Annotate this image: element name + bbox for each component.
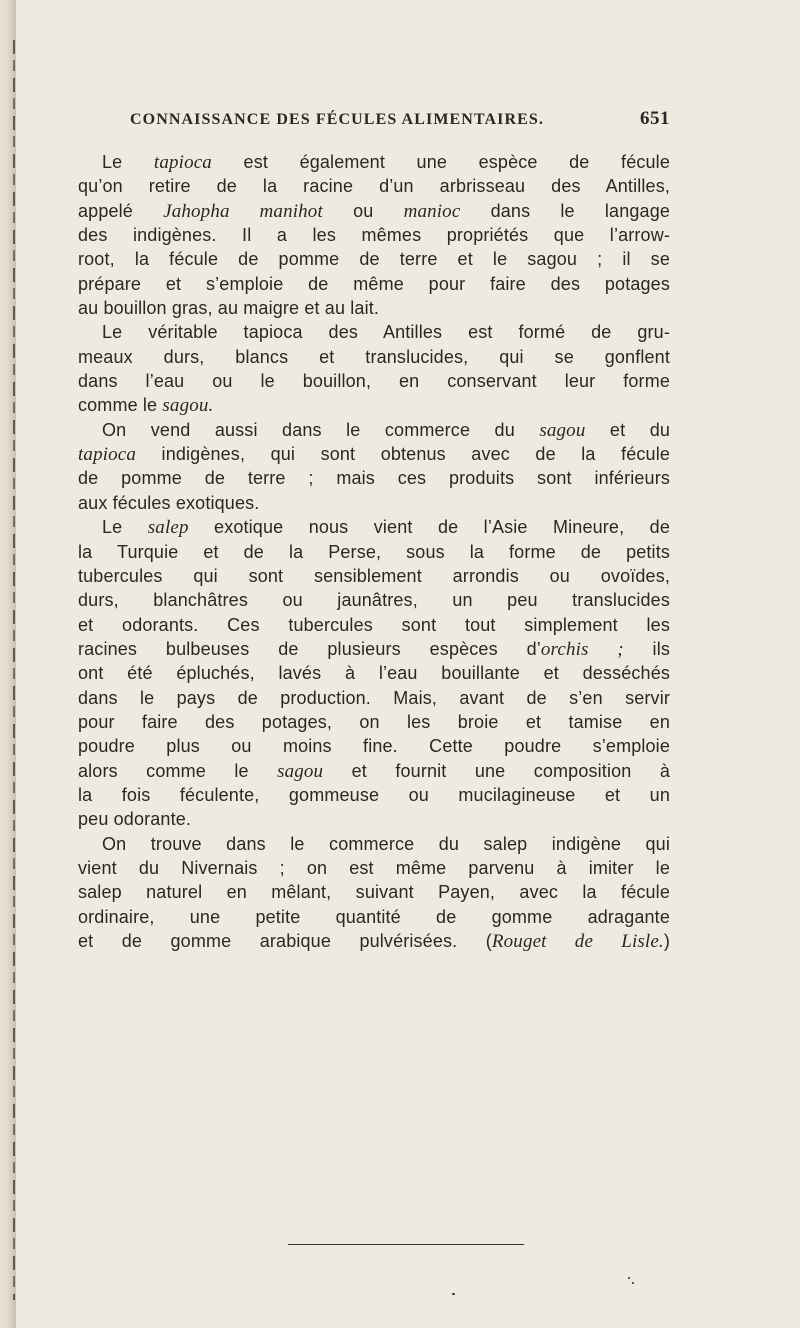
closing-rule bbox=[288, 1244, 524, 1245]
italic-term: salep bbox=[147, 517, 189, 539]
text-line bbox=[78, 783, 670, 807]
text-run: ou bbox=[322, 200, 404, 221]
text-line bbox=[78, 686, 670, 710]
text-run: vient du Nivernais ; on est même parvenu à imiter le bbox=[78, 857, 670, 878]
text-line bbox=[78, 807, 670, 831]
text-run: qu’on retire de la racine d’un arbrisseau des Antilles, bbox=[78, 176, 670, 197]
text-line bbox=[78, 564, 670, 588]
running-head bbox=[130, 108, 670, 137]
text-line bbox=[78, 466, 670, 490]
text-run: comme le bbox=[78, 395, 163, 416]
text-line bbox=[78, 734, 670, 758]
text-run: racines bulbeuses de plusieurs espèces d’ bbox=[78, 638, 541, 659]
text-run: est également une espèce de fécule bbox=[211, 152, 670, 172]
paper-speck bbox=[452, 1293, 455, 1295]
text-run: de pomme de terre ; mais ces produits sont inférieurs bbox=[78, 468, 670, 489]
text-line bbox=[78, 272, 670, 296]
text-run: durs, blanchâtres ou jaunâtres, un peu translucides bbox=[78, 590, 670, 611]
text-run: ) bbox=[663, 931, 670, 951]
text-line bbox=[78, 637, 670, 661]
text-run: dans le langage bbox=[460, 200, 671, 221]
text-run: Le bbox=[102, 517, 148, 538]
text-run: et du bbox=[585, 419, 671, 440]
text-line bbox=[78, 247, 670, 271]
body-text bbox=[78, 150, 670, 953]
page-number: 651 bbox=[640, 108, 670, 129]
italic-term: tapioca bbox=[78, 444, 137, 466]
text-line bbox=[78, 759, 670, 783]
text-line bbox=[78, 905, 670, 929]
text-run: et de gomme arabique pulvérisées. ( bbox=[78, 931, 492, 951]
text-run: pour faire des potages, on les broie et tamise en bbox=[78, 711, 670, 732]
text-run: Le bbox=[102, 152, 154, 172]
italic-term: sagou. bbox=[162, 395, 214, 417]
text-run: la Turquie et de la Perse, sous la forme de petits bbox=[78, 541, 670, 562]
text-run: des indigènes. Il a les mêmes propriétés que l’arrow- bbox=[78, 225, 670, 246]
text-line bbox=[78, 174, 670, 198]
text-run: tubercules qui sont sensiblement arrondis ou ovoïdes, bbox=[78, 565, 670, 586]
text-line bbox=[78, 296, 670, 320]
text-line bbox=[78, 393, 670, 417]
running-head-title: CONNAISSANCE DES FÉCULES ALIMENTAIRES. bbox=[130, 111, 545, 128]
italic-term: manioc bbox=[403, 200, 461, 222]
text-run: meaux durs, blancs et translucides, qui se gonflent bbox=[78, 346, 670, 367]
text-line bbox=[78, 223, 670, 247]
text-run: Le véritable tapioca des Antilles est formé de gru- bbox=[102, 322, 670, 343]
text-line bbox=[78, 345, 670, 369]
text-run: exotique nous vient de l’Asie Mineure, de bbox=[188, 517, 670, 538]
text-run: indigènes, qui sont obtenus avec de la fécule bbox=[136, 444, 670, 465]
text-line bbox=[78, 856, 670, 880]
text-run: appelé bbox=[78, 200, 164, 221]
text-run: prépare et s’emploie de même pour faire des potages bbox=[78, 273, 670, 294]
text-line bbox=[78, 880, 670, 904]
text-run: et odorants. Ces tubercules sont tout simplement les bbox=[78, 614, 670, 635]
text-run: root, la fécule de pomme de terre et le sagou ; il se bbox=[78, 249, 670, 270]
text-line bbox=[78, 150, 670, 174]
text-run: poudre plus ou moins fine. Cette poudre s’emploie bbox=[78, 736, 670, 757]
text-run: dans le pays de production. Mais, avant de s’en servir bbox=[78, 687, 670, 708]
text-line bbox=[78, 929, 670, 953]
text-run: On vend aussi dans le commerce du bbox=[102, 419, 540, 440]
text-run: et fournit une composition à bbox=[323, 760, 670, 781]
text-run: peu odorante. bbox=[78, 809, 192, 830]
text-line bbox=[78, 442, 670, 466]
text-line bbox=[78, 661, 670, 685]
text-run: ils bbox=[623, 638, 670, 659]
text-run: salep naturel en mêlant, suivant Payen, avec la fécule bbox=[78, 882, 670, 903]
text-run: la fois féculente, gommeuse ou mucilagineuse et un bbox=[78, 784, 670, 805]
text-line bbox=[78, 613, 670, 637]
italic-term: Jahopha manihot bbox=[163, 200, 323, 222]
text-line bbox=[78, 710, 670, 734]
text-line bbox=[78, 588, 670, 612]
italic-term: tapioca bbox=[153, 152, 212, 173]
text-line bbox=[78, 199, 670, 223]
text-line bbox=[78, 540, 670, 564]
text-run: ont été épluchés, lavés à l’eau bouillante et desséchés bbox=[78, 663, 670, 684]
paper-speck bbox=[632, 1282, 634, 1284]
text-run: On trouve dans le commerce du salep indigène qui bbox=[102, 833, 670, 854]
text-line bbox=[78, 515, 670, 539]
text-line bbox=[78, 418, 670, 442]
text-run: aux fécules exotiques. bbox=[78, 492, 260, 513]
text-line bbox=[78, 320, 670, 344]
italic-term: orchis ; bbox=[540, 638, 624, 660]
text-line bbox=[78, 369, 670, 393]
text-run: au bouillon gras, au maigre et au lait. bbox=[78, 298, 380, 319]
text-run: ordinaire, une petite quantité de gomme adragante bbox=[78, 906, 670, 927]
paper-speck bbox=[628, 1277, 630, 1279]
italic-term: Rouget de Lisle. bbox=[491, 931, 664, 952]
italic-term: sagou bbox=[277, 760, 324, 782]
italic-term: sagou bbox=[539, 419, 586, 441]
text-run: dans l’eau ou le bouillon, en conservant leur forme bbox=[78, 371, 670, 392]
text-run: alors comme le bbox=[78, 760, 278, 781]
text-line bbox=[78, 491, 670, 515]
text-line bbox=[78, 832, 670, 856]
